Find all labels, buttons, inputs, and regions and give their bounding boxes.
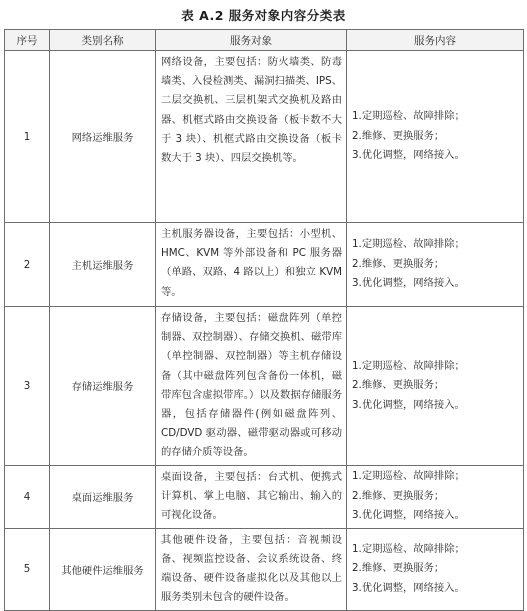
content-line: 1.定期巡检、故障排除；: [352, 110, 465, 123]
content-line: 2.维修、更换服务；: [352, 562, 445, 575]
service-classification-table: [4, 29, 524, 611]
table-row: [5, 223, 524, 307]
content-line: 3.优化调整，网络接入。: [352, 581, 465, 594]
row-content: [347, 51, 524, 223]
header-seq: 序号: [5, 30, 50, 51]
content-line: 2.维修、更换服务；: [352, 379, 445, 392]
header-content: 服务内容: [347, 30, 524, 51]
table-row: [5, 51, 524, 223]
row-category: 桌面运维服务: [50, 465, 156, 528]
table-row: [5, 465, 524, 528]
header-category: 类别名称: [50, 30, 156, 51]
row-seq: 1: [5, 51, 50, 223]
content-line: 1.定期巡检、故障排除；: [352, 359, 465, 372]
table-row: [5, 528, 524, 610]
content-line: 3.优化调整，网络接入。: [352, 509, 465, 522]
row-category: 存储运维服务: [50, 307, 156, 466]
row-content: [347, 528, 524, 610]
content-line: 2.维修、更换服务；: [352, 257, 445, 270]
row-seq: 3: [5, 307, 50, 466]
row-object: 存储设备，主要包括：磁盘阵列（单控制器、双控制器）、存储交换机、磁带库（单控制器、双控制器）等主机存储设备（其中磁盘阵列包含备份一体机，磁带库包含虚拟带库。）以及数据存储服务器，包括存储器件(例如磁盘阵列、CD/DVD 驱动器、磁带驱动器或可移动的存储介质等设备。: [156, 307, 347, 466]
content-line: 3.优化调整，网络接入。: [352, 149, 465, 162]
row-object: 网络设备，主要包括：防火墙类、防毒墙类、入侵检测类、漏洞扫描类、IPS、二层交换机、三层机架式交换机及路由器、机框式路由交换设备（板卡数不大于 3 块）、机框式路由交换设备（板卡数大于 3 块）、四层交换机等。: [156, 51, 347, 223]
header-object: 服务对象: [156, 30, 347, 51]
content-line: 3.优化调整，网络接入。: [352, 398, 465, 411]
content-line: 2.维修、更换服务；: [352, 489, 445, 502]
row-category: 其他硬件运维服务: [50, 528, 156, 610]
row-seq: 4: [5, 465, 50, 528]
content-line: 1.定期巡检、故障排除；: [352, 542, 465, 555]
row-category: 主机运维服务: [50, 223, 156, 307]
content-line: 1.定期巡检、故障排除；: [352, 470, 465, 483]
content-line: 1.定期巡检、故障排除；: [352, 238, 465, 251]
content-line: 3.优化调整，网络接入。: [352, 277, 465, 290]
row-object: 桌面设备，主要包括：台式机、便携式计算机、掌上电脑、其它输出、输入的可视化设备。: [156, 465, 347, 528]
row-seq: 2: [5, 223, 50, 307]
header-row: [5, 30, 524, 51]
row-object: 主机服务器设备，主要包括：小型机、HMC、KVM 等外部设备和 PC 服务器（单路、双路、4 路以上）和独立 KVM 等。: [156, 223, 347, 307]
table-title: 表 A.2 服务对象内容分类表: [181, 8, 346, 23]
row-content: [347, 465, 524, 528]
row-object: 其他硬件设备，主要包括：音视频设备、视频监控设备、会议系统设备、终端设备、硬件设备虚拟化以及其他以上服务类别未包含的硬件设备。: [156, 528, 347, 610]
row-category: 网络运维服务: [50, 51, 156, 223]
table-row: [5, 307, 524, 466]
row-content: [347, 307, 524, 466]
row-seq: 5: [5, 528, 50, 610]
content-line: 2.维修、更换服务；: [352, 129, 445, 142]
row-content: [347, 223, 524, 307]
